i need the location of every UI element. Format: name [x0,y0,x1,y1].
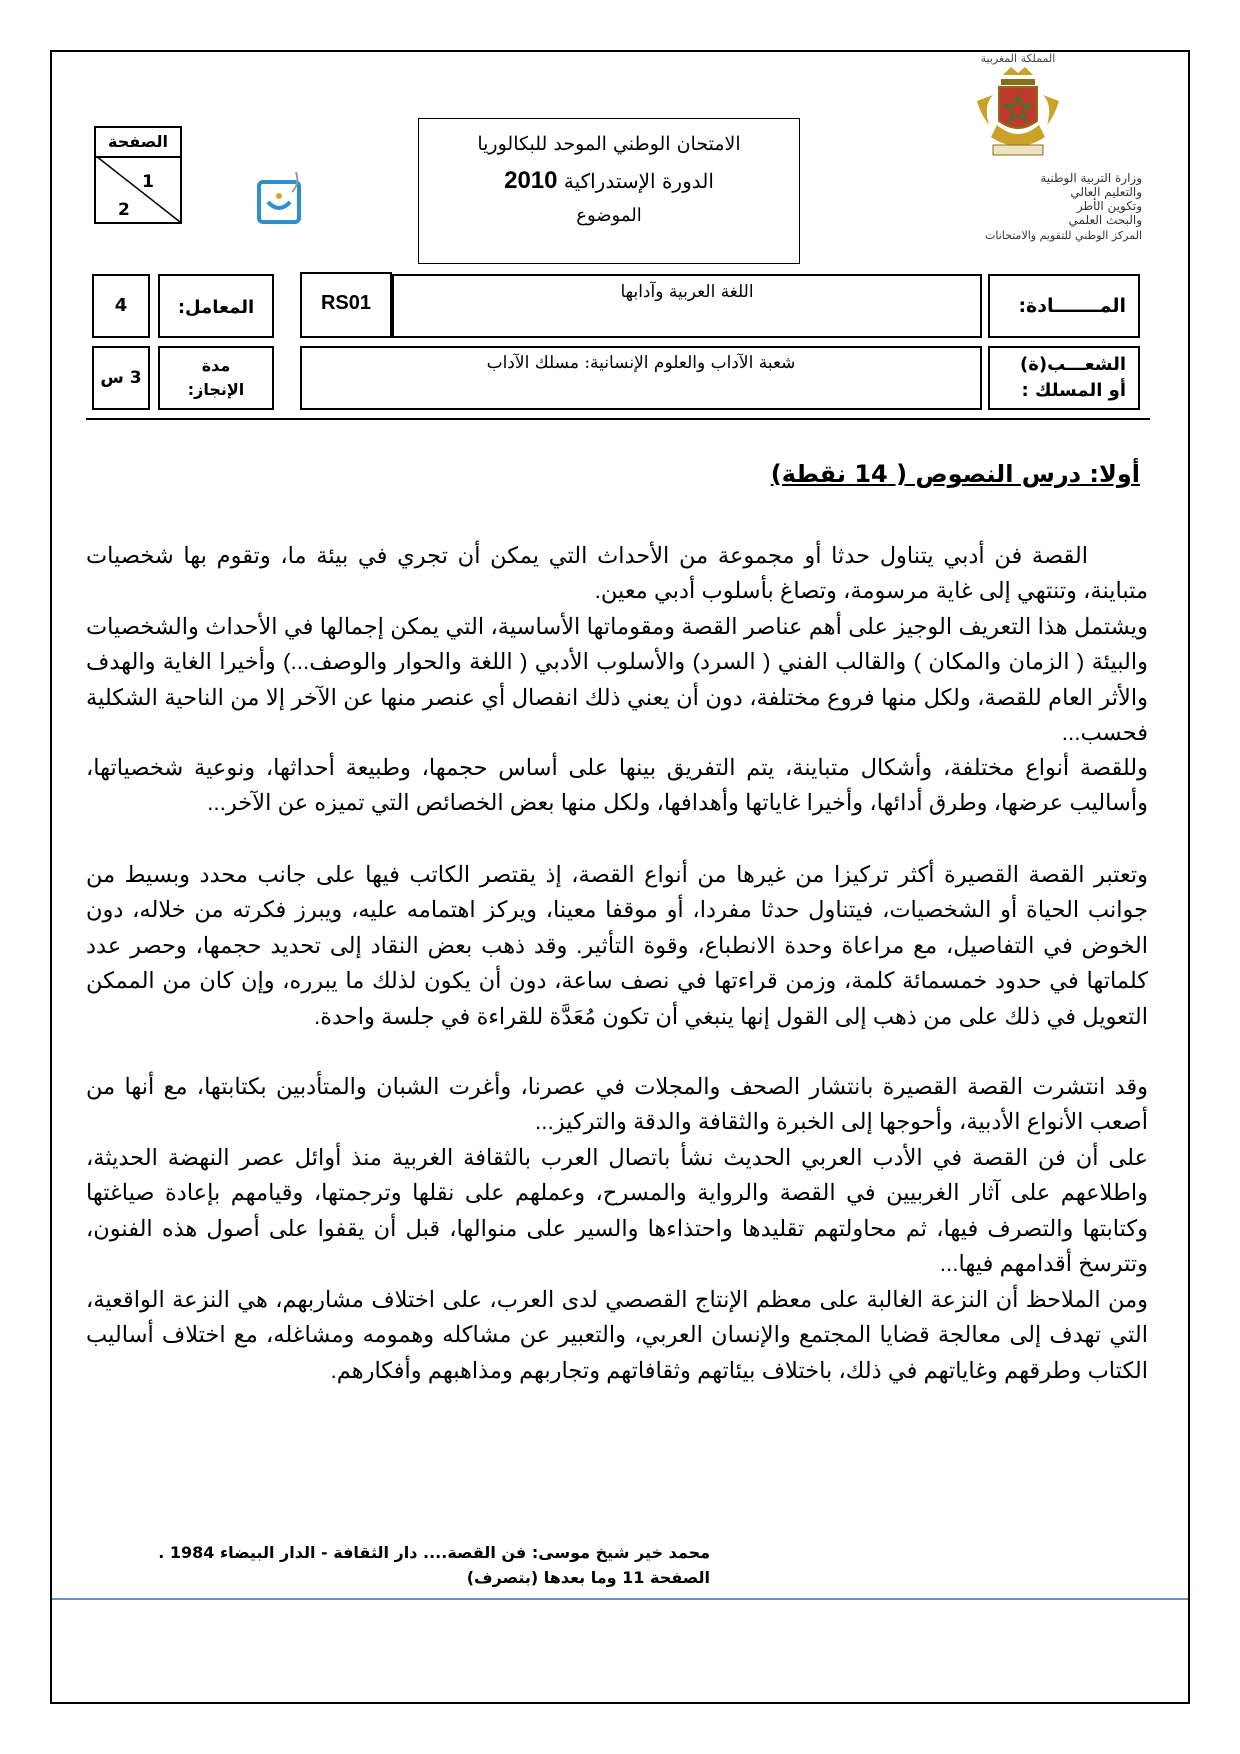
source-line: الصفحة 11 وما بعدها (بتصرف) [466,1568,710,1587]
text-paragraph: وللقصة أنواع مختلفة، وأشكال متباينة، يتم التفريق بينها على أساس حجمها، وطبيعة أحداثها، ونوعية شخصياتها، وأساليب عرضها، وطرق أدائها، وأخيرا غاياتها وأهدافها، ولكل منها بعض الخصائص التي تميزه عن الآخر... [86,755,1148,816]
text-paragraph: وقد انتشرت القصة القصيرة بانتشار الصحف والمجلات في عصرنا، وأغرت الشبان والمتأدبين بكتابتها، مع أنها من أصعب الأنواع الأدبية، وأحوجها إلى الخبرة والثقافة والدقة والتركيز... [86,1074,1148,1135]
branch-cell [300,346,982,410]
ministry-line: وتكوين الأطر [1076,199,1142,213]
ministry-block [888,50,1148,242]
exam-title: الامتحان الوطني الموحد للبكالوريا [477,133,741,155]
text-paragraph: ويشتمل هذا التعريف الوجيز على أهم عناصر القصة ومقوماتها الأساسية، التي يمكن إجمالها في الأحداث والشخصيات والبيئة ( الزمان والمكان ) والقالب الفني ( السرد) والأسلوب الأدبي ( اللغة والحوار والوصف...) وأخيرا الغاية والهدف والأثر العام للقصة، ولكل منها فروع مختلفة، دون أن يعني ذلك انفصال أي عنصر منها عن الآخر إلا من الناحية الشكلية فحسب... [86,614,1148,746]
branch-label-2: أو المسلك : [1021,380,1126,401]
ministry-line: والتعليم العالي [1070,185,1142,199]
code-cell [300,272,392,338]
branch-label-1: الشعـــب(ة) [1020,354,1126,375]
duration-value: 3 س [100,368,142,388]
page-diagonal [96,156,180,222]
header-divider [86,418,1150,420]
coef-value-cell [92,274,150,338]
source-line: محمد خير شيخ موسى: فن القصة.... دار الثقافة - الدار البيضاء 1984 . [158,1543,710,1562]
subject-code: RS01 [320,292,372,314]
branch-label-cell [988,346,1140,410]
text-paragraph: على أن فن القصة في الأدب العربي الحديث نشأ باتصال العرب بالثقافة الغربية منذ أوائل عصر النهضة الحديثة، واطلاعهم على آثار الغربيين في القصة والرواية والمسرح، وعملهم على نقلها وترجمتها، وقيامهم بإعادة صياغتها وكتابتها والتصرف فيها، ثم محاولتهم تقليدها واحتذاءها والسير على منوالها، قبل أن يقفوا على أصول هذه الفنون، وتترسخ أقدامهم فيها... [86,1145,1148,1277]
exam-year: 2010 [504,167,558,194]
text-paragraph: ومن الملاحظ أن النزعة الغالبة على معظم الإنتاج القصصي لدى العرب، على اختلاف مشاربهم، هي النزعة الواقعية، التي تهدف إلى معالجة قضايا المجتمع والإنسان العربي، والتعبير عن مشاكله وهمومه ومشاغله، مع اختلاف أساليب الكتاب وطرقهم وغاياتهم في ذلك، باختلاف بيئاتهم وثقافاتهم وتجاربهم ومذاهبهم وأفكارهم. [86,1287,1148,1383]
exam-session [419,167,799,195]
coef-label: المعامل: [177,297,255,318]
duration-value-cell [92,346,150,410]
ministry-name [888,171,1148,227]
coef-label-cell [158,274,274,338]
center-name: المركز الوطني للتقويم والامتحانات [985,229,1142,242]
text-paragraph: القصة فن أدبي يتناول حدثا أو مجموعة من الأحداث التي يمكن أن تجري في بيئة ما، وتقوم بها شخصيات متباينة، وتنتهي إلى غاية مرسومة، وتصاغ بأسلوب أدبي معين. [86,543,1148,604]
footer-divider [52,1598,1188,1600]
royal-emblem-icon [963,65,1073,161]
exam-subject-label: الموضوع [576,205,642,226]
ministry-line: والبحث العلمي [1068,213,1142,227]
subject-label-cell [988,274,1140,338]
subject-value: اللغة العربية وآدابها [620,282,754,302]
branch-value: شعبة الآداب والعلوم الإنسانية: مسلك الآداب [486,353,796,373]
text-paragraph: وتعتبر القصة القصيرة أكثر تركيزا من غيرها من أنواع القصة، إذ يقتصر الكاتب فيها على جانب محدد وبسيط من جوانب الحياة أو الشخصيات، فيتناول حدثا مفردا، أو موقفا معينا، ويركز اهتمامه عليه، ويبرز فكرته من خلاله، دون الخوض في التفاصيل، مع مراعاة وحدة الانطباع، وقوة التأثير. وقد ذهب بعض النقاد إلى تحديد حجمها، وحصر عدد كلماتها في حدود خمسمائة كلمة، وزمن قراءتها في نصف ساعة، دون أن يكون لذلك ما يبرره، وإن كان من الممكن التعويل في ذلك على من ذهب إلى القول إنها ينبغي أن تكون مُعَدَّة للقراءة في جلسة واحدة. [86,862,1148,1029]
page-current: 1 [142,172,154,192]
page-total: 2 [118,200,130,220]
section-heading: أولا: درس النصوص ( 14 نقطة) [770,460,1140,488]
coef-value: 4 [114,295,128,316]
subject-label: المـــــــادة: [1018,295,1126,317]
page-number-box [94,126,182,224]
source-citation [158,1540,710,1590]
ministry-line: وزارة التربية الوطنية [1040,171,1142,185]
page-label: الصفحة [96,128,180,158]
exam-session-text: الدورة الإستدراكية [563,169,714,193]
duration-label-1: مدة [201,356,231,375]
center-logo-icon [256,168,314,230]
duration-label-cell [158,346,274,410]
subject-cell [392,274,982,338]
kingdom-label: المملكة المغربية [980,52,1056,65]
exam-title-box [418,118,800,264]
duration-label-2: الإنجاز: [187,380,245,399]
